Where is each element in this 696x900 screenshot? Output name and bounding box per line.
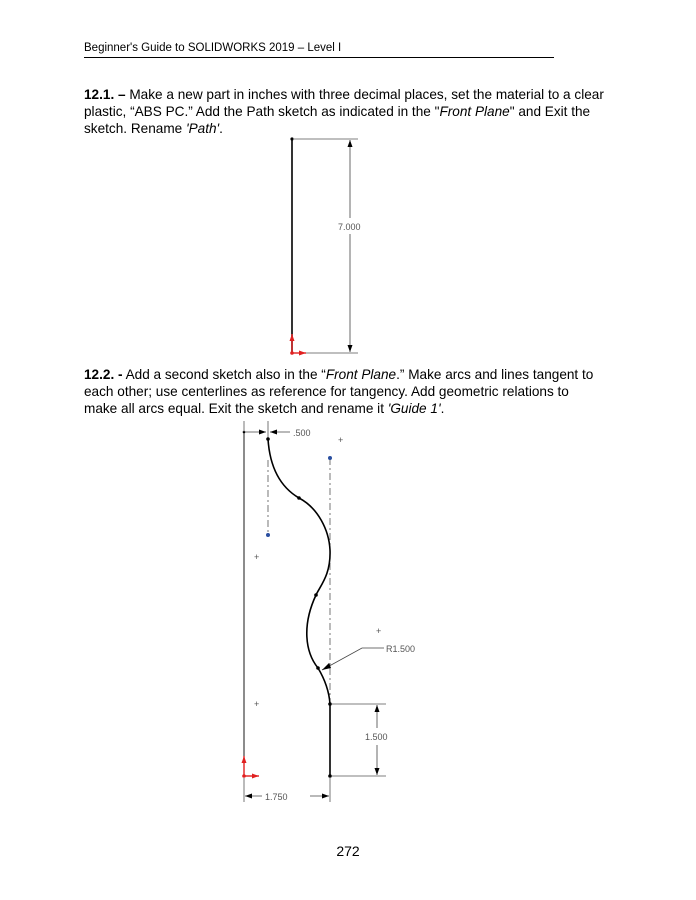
arc-center-mark: + [254,699,260,709]
path-top-point [290,137,293,140]
offset-dimension-label: .500 [293,428,311,438]
arc-center-mark: + [254,552,260,562]
radius-leader [322,648,384,670]
tangent-point [266,437,270,441]
guide-sketch-figure [242,421,415,802]
length-dimension-label: 1.500 [365,732,388,742]
step-text: Add a second sketch also in the “ [122,367,326,382]
sketch-name: 'Path' [186,121,220,136]
arc-center-mark: + [338,435,344,445]
arc-center-mark: + [376,626,382,636]
tangent-point [328,702,332,706]
page-number: 272 [336,843,360,859]
tangent-point [314,593,318,597]
plane-name: Front Plane [439,104,510,119]
step-number: 12.2. - [84,367,123,382]
origin-icon [290,334,306,355]
radius-dimension-label: R1.500 [386,644,416,654]
centerline-point-blue-2 [328,456,332,460]
guide-curve [268,439,330,776]
tangent-point [316,666,320,670]
height-dimension-label: 7.000 [338,222,361,232]
step-text: Make a new part in inches with three decimal places, set the material to a clear plastic, “ABS PC.” Add the Path sketch as indicated in the " [84,87,604,119]
step-number: 12.1. – [84,87,126,102]
width-dimension-label: 1.750 [265,792,288,802]
step-text: .” Make arcs and lines tangent to each other; use centerlines as reference for tangency. Add geometric relations to make all arcs equal. Exit the sketch and rename it [84,367,594,416]
step-text: " and Exit the sketch. Rename [84,104,591,136]
centerline-point-blue [266,533,270,537]
page-header: Beginner's Guide to SOLIDWORKS 2019 – Level I [84,42,554,58]
step-text: . [440,401,445,416]
sketch-name: 'Guide 1' [387,401,441,416]
origin-icon [242,756,259,778]
step-text: . [219,121,223,136]
path-sketch-figure [290,137,360,354]
plane-name: Front Plane [325,367,397,382]
tangent-point [297,496,301,500]
end-point [328,774,332,778]
